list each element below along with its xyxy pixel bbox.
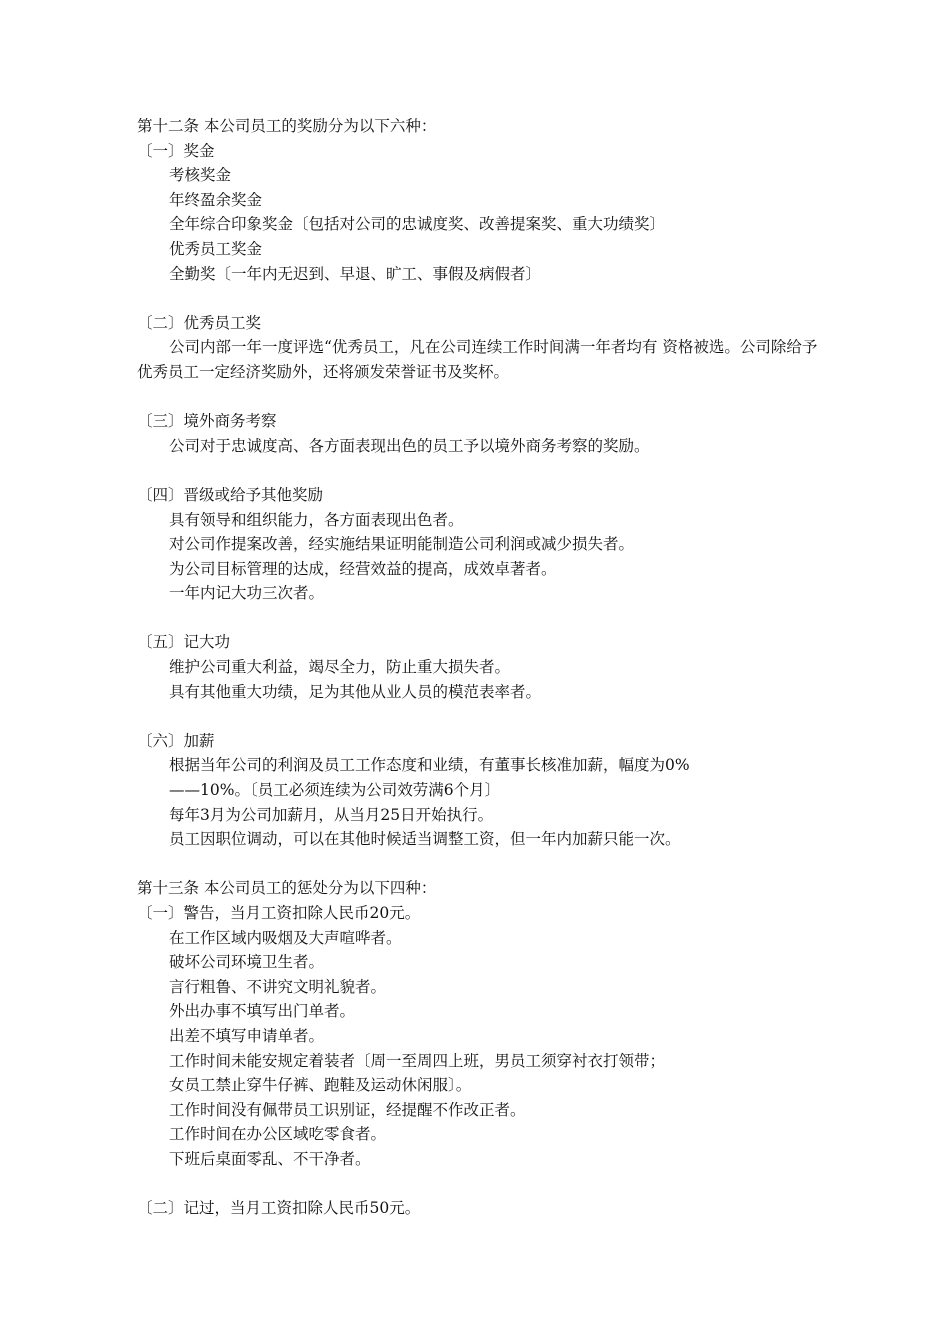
list-item: 全年综合印象奖金〔包括对公司的忠诚度奖、改善提案奖、重大功绩奖〕 [169,215,666,234]
section-heading: 〔一〕奖金 [137,141,215,160]
list-item: 下班后桌面零乱、不干净者。 [169,1149,371,1168]
list-item: 在工作区域内吸烟及大声喧哗者。 [169,928,402,947]
list-item: 一年内记大功三次者。 [169,584,325,603]
list-item: 破坏公司环境卫生者。 [169,953,325,972]
list-item: 女员工禁止穿牛仔裤、跑鞋及运动休闲服〕。 [169,1076,472,1095]
section-heading: 〔三〕境外商务考察 [137,412,277,431]
list-item: 员工因职位调动，可以在其他时候适当调整工资，但一年内加薪只能一次。 [169,830,681,849]
list-item: 外出办事不填写出门单者。 [169,1002,356,1021]
list-item: 优秀员工奖金 [169,239,263,258]
spacer [137,385,820,410]
list-item: 具有其他重大功绩，足为其他从业人员的模范表率者。 [169,682,542,701]
article-12-title: 第十二条 本公司员工的奖励分为以下六种： [137,117,437,135]
spacer [137,852,820,877]
list-item: 每年3月为公司加薪月，从当月25日开始执行。 [169,805,494,824]
list-item: 言行粗鲁、不讲究文明礼貌者。 [169,977,387,996]
spacer [137,1172,820,1197]
list-item: 对公司作提案改善，经实施结果证明能制造公司利润或减少损失者。 [169,535,635,554]
list-item: ——10%。〔员工必须连续为公司效劳满6个月〕 [169,781,501,800]
list-item: 维护公司重大利益，竭尽全力，防止重大损失者。 [169,658,511,677]
paragraph: 公司内部一年一度评选“优秀员工，凡在公司连续工作时间满一年者均有 资格被选。公司除给予优秀员工一定经济奖励外，还将颁发荣誉证书及奖杯。 [137,338,818,381]
section-heading: 〔一〕警告，当月工资扣除人民币20元。 [137,904,421,922]
section-heading: 〔六〕加薪 [137,731,215,750]
list-item: 具有领导和组织能力，各方面表现出色者。 [169,510,464,529]
list-item: 工作时间未能安规定着装者〔周一至周四上班，男员工须穿衬衣打领带； [169,1051,666,1070]
spacer [137,606,820,631]
list-item: 考核奖金 [169,166,232,185]
section-heading: 〔二〕优秀员工奖 [137,313,262,332]
list-item: 公司对于忠诚度高、各方面表现出色的员工予以境外商务考察的奖励。 [169,436,650,455]
list-item: 根据当年公司的利润及员工工作态度和业绩，有董事长核准加薪，幅度为0% [169,756,690,775]
list-item: 工作时间没有佩带员工识别证，经提醒不作改正者。 [169,1100,526,1119]
list-item: 出差不填写申请单者。 [169,1026,325,1045]
section-heading: 〔二〕记过，当月工资扣除人民币50元。 [137,1199,421,1218]
list-item: 为公司目标管理的达成，经营效益的提高，成效卓著者。 [169,559,557,578]
list-item: 年终盈余奖金 [169,190,263,209]
article-13-title: 第十三条 本公司员工的惩处分为以下四种： [137,879,437,898]
spacer [137,286,820,311]
spacer [137,458,820,483]
list-item: 全勤奖〔一年内无迟到、早退、旷工、事假及病假者〕 [169,264,542,283]
section-heading: 〔五〕记大功 [137,633,231,652]
list-item: 工作时间在办公区域吃零食者。 [169,1125,387,1144]
section-heading: 〔四〕晋级或给予其他奖励 [137,485,324,504]
spacer [137,704,820,729]
